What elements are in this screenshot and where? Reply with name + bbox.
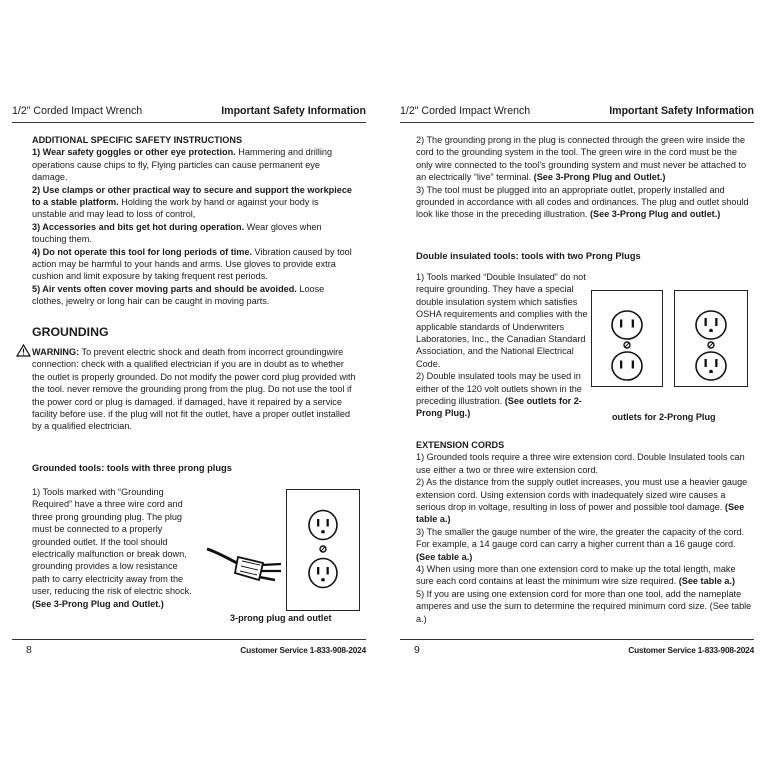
header-title: 1/2" Corded Impact Wrench [12,105,143,117]
instruction-item: 4) Do not operate this tool for long periods of time. Vibration caused by tool action may be harmful to your hands and arms. Use gloves to provide extra cushion and limit exposure by taking frequent rest periods. [32,246,352,282]
customer-service: Customer Service 1-833-908-2024 [628,645,754,655]
instruction-item: 2) Use clamps or other practical way to secure and support the workpiece to a stable platform. Holding the work by hand or against your body is unstable and may lead to loss of control, [32,184,352,220]
instruction-item: 5) Air vents often cover moving parts and should be avoided. Loose clothes, jewelry or long hair can be caught in moving parts. [32,283,325,307]
header-rule [400,122,754,123]
warning-text: To prevent electric shock and death from incorrect groundingwire connection: check with a qualified electrician if you are in doubt as to whether the outlet is properly grounded. Do not modify the power cord plug provided with the tool. never remove the grounding prong from the plug. Do not use the tool if the power cord or plug is damaged. if damaged, have it repaired by a service facility before use. if the plug will not fit the outlet, have a proper outlet installed by a qualified electrician. [32,347,356,432]
grounding-heading: GROUNDING [32,325,109,339]
three-prong-plug-icon [205,544,297,591]
header-rule [12,122,366,123]
two-prong-caption: outlets for 2-Prong Plug [612,412,716,422]
grounding-warning [32,346,358,433]
grounded-tools-text: 1) Tools marked with “Grounding Required” have a three wire cord and three prong grounding plug. The plug must be connected to a properly grounded outlet. If the tool should electrically malfunction or break down, grounding provides a low resistance path to carry electricity away from the user, reducing the risk of electric shock. (See 3-Prong Plug and Outlet.) [32,487,192,609]
extension-cords: EXTENSION CORDS 1) Grounded tools require a three wire extension cord. Double Insulated tools can use either a two or three wire extension cord. 2) As the distance from the supply outlet increases, you must use a heavier gauge extension cord. Using extension cords with inadequately sized wire causes a serious drop in voltage, resulting in loss of power and possible tool damage. (See table a.) 3) The smaller the gauge number of the wire, the greater the capacity of the cord. For example, a 14 gauge cord can carry a higher current than a 16 gauge cord. (See table a.) 4) When using more than one extension cord to make up the total length, make sure each cord contains at least the minimum wire size required. (See table a.) 5) If you are using one extension cord for more than one tool, add the nameplate amperes and use the sum to determine the required minimum cord size. (See table a.) [416,439,754,625]
page-footer [400,644,754,658]
footer-rule [400,639,754,640]
right-page [400,100,754,665]
customer-service: Customer Service 1-833-908-2024 [240,645,366,655]
instruction-item: 1) Wear safety goggles or other eye protection. Hammering and drilling operations cause chips to fly, Flying particles can cause permanent eye damage. [32,147,333,183]
header-title: 1/2" Corded Impact Wrench [400,105,531,117]
page-footer [12,644,366,658]
double-insulated-text: 1) Tools marked “Double Insulated” do not require grounding. They have a special double insulation system which satisfies OSHA requirements and complies with the applicable standards of Underwriters Laboratories, Inc., the Canadian Standard Association, and the National Electrical Code. 2) Double insulated tools may be used in either of the 120 volt outlets shown in the preceding illustration. (See outlets for 2-Prong Plug.) [416,272,588,419]
extension-cords-heading: EXTENSION CORDS [416,440,505,450]
three-prong-outlet-icon [286,489,360,611]
grounding-continued: 2) The grounding prong in the plug is connected through the green wire inside the cord to the grounding system in the tool. The green wire in the cord must be the only wire connected to the tool’s grounding system and must never be attached to an electrically “live” terminal. (See 3-Prong Plug and Outlet.) 3) The tool must be plugged into an appropriate outlet, properly installed and grounded in accordance with all codes and ordinances. The plug and outlet should look like those in the preceding illustration. (See 3-Prong Plug and outlet.) [416,135,749,220]
page-header [400,105,754,121]
warning-icon [16,344,31,362]
instruction-item: 3) Accessories and bits get hot during operation. Wear gloves when touching them. [32,221,322,245]
grounded-tools-heading: Grounded tools: tools with three prong plugs [32,463,232,473]
page-header [12,105,366,121]
three-prong-caption: 3-prong plug and outlet [230,613,332,623]
three-prong-outlet-icon [674,290,748,387]
footer-rule [12,639,366,640]
page-number: 9 [414,644,420,656]
header-section: Important Safety Information [221,105,366,117]
section-heading: ADDITIONAL SPECIFIC SAFETY INSTRUCTIONS [32,135,243,145]
double-insulated-heading: Double insulated tools: tools with two Prong Plugs [416,251,641,261]
page-number: 8 [26,644,32,656]
two-prong-outlet-icon [591,290,663,387]
warning-label: WARNING: [32,347,80,357]
additional-instructions [32,134,352,308]
header-section: Important Safety Information [609,105,754,117]
left-page [12,100,366,665]
